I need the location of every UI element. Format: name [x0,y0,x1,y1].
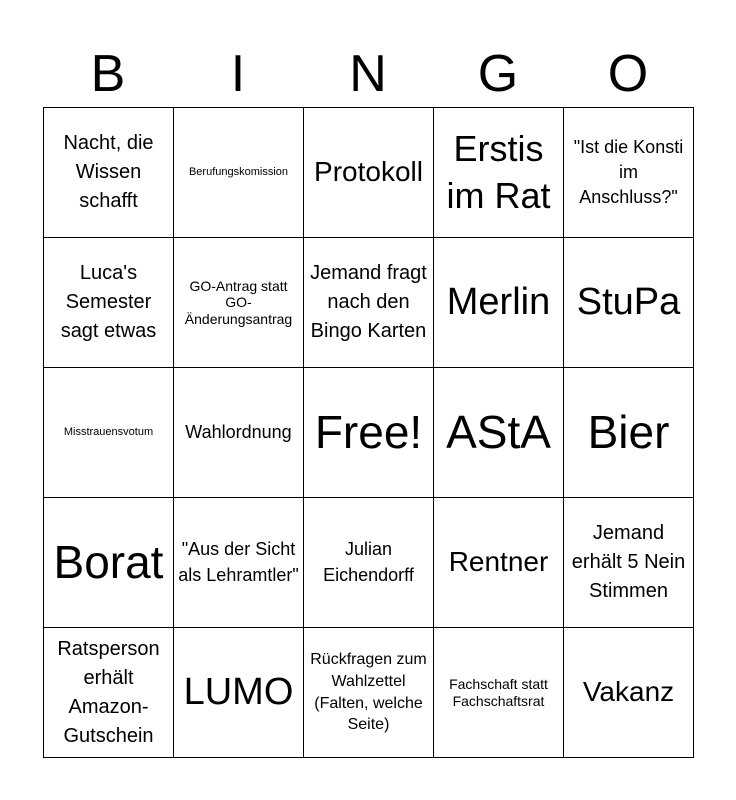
bingo-cell[interactable]: StuPa [564,238,694,368]
header-letter-o: O [607,45,649,103]
bingo-card-grid [43,107,694,758]
bingo-cell[interactable]: Erstis im Rat [434,108,564,238]
bingo-cell[interactable]: Protokoll [304,108,434,238]
bingo-cell[interactable]: "Aus der Sicht als Lehramtler" [174,498,304,628]
bingo-cell[interactable]: GO-Antrag statt GO-Änderungsantrag [174,238,304,368]
bingo-cell[interactable]: Rentner [434,498,564,628]
bingo-cell[interactable]: Jemand erhält 5 Nein Stimmen [564,498,694,628]
bingo-header [43,40,693,108]
bingo-cell[interactable]: Jemand fragt nach den Bingo Karten [304,238,434,368]
bingo-cell[interactable]: LUMO [174,628,304,758]
header-letter-n: N [349,45,387,103]
bingo-cell[interactable]: Berufungskomission [174,108,304,238]
bingo-cell[interactable]: Ratsperson erhält Amazon-Gutschein [44,628,174,758]
bingo-cell[interactable]: Luca's Semester sagt etwas [44,238,174,368]
bingo-cell[interactable]: "Ist die Konsti im Anschluss?" [564,108,694,238]
bingo-cell[interactable]: Julian Eichendorff [304,498,434,628]
header-letter-i: I [230,45,246,103]
header-letter-g: G [477,45,519,103]
bingo-cell[interactable]: Misstrauensvotum [44,368,174,498]
bingo-cell[interactable]: Wahlordnung [174,368,304,498]
header-letter-b: B [90,45,126,103]
bingo-cell[interactable]: Fachschaft statt Fachschaftsrat [434,628,564,758]
bingo-cell[interactable]: Merlin [434,238,564,368]
bingo-cell[interactable]: Borat [44,498,174,628]
bingo-cell[interactable]: Rückfragen zum Wahlzettel (Falten, welche Seite) [304,628,434,758]
bingo-cell[interactable]: Vakanz [564,628,694,758]
bingo-cell[interactable]: AStA [434,368,564,498]
bingo-cell[interactable]: Bier [564,368,694,498]
bingo-cell-free[interactable]: Free! [304,368,434,498]
bingo-cell[interactable]: Nacht, die Wissen schafft [44,108,174,238]
